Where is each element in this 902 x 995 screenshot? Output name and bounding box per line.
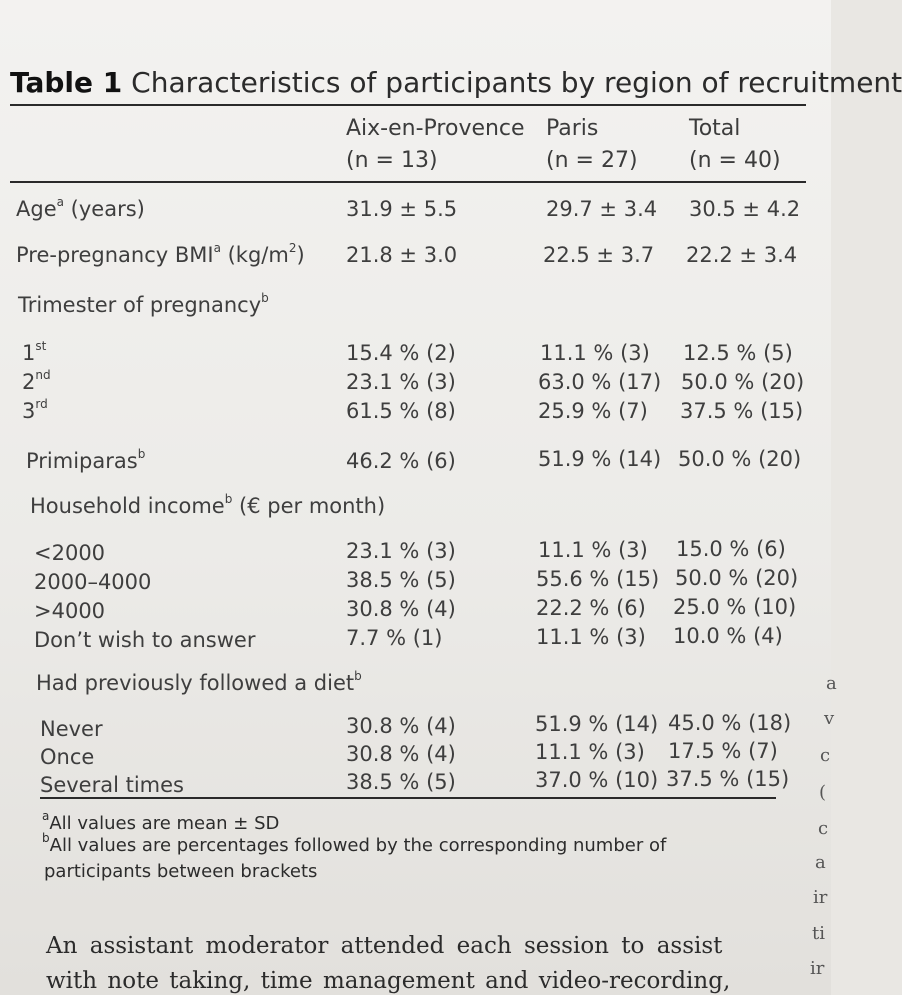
section-label-income: Household income$^b$ (€ per month)	[30, 492, 386, 518]
side-fragment: c	[818, 818, 829, 839]
footnote-b: $^b$All values are percentages followed by the corresponding number of	[42, 831, 667, 856]
table-cell: 29.7 ± 3.4	[546, 197, 658, 221]
side-fragment: a	[815, 852, 826, 873]
col-header-aix-n: (n = 13)	[346, 148, 438, 173]
table-cell: 50.0 % (20)	[681, 370, 805, 394]
row-label-income-2: 2000–4000	[34, 570, 152, 594]
table-cell: 11.1 % (3)	[536, 625, 646, 649]
table-cell: 22.2 ± 3.4	[686, 243, 798, 267]
section-label-diet: Had previously followed a diet$^b$	[36, 669, 362, 695]
table-cell: 23.1 % (3)	[346, 370, 456, 394]
row-label-trimester-2: 2nd	[22, 368, 51, 394]
row-label-income-4: Don’t wish to answer	[34, 628, 256, 652]
table-cell: 15.4 % (2)	[346, 341, 456, 365]
side-fragment: ti	[812, 923, 825, 944]
table-cell: 22.2 % (6)	[536, 596, 646, 620]
side-fragment: v	[824, 708, 835, 729]
side-fragment: ir	[810, 958, 825, 979]
table-cell: 31.9 ± 5.5	[346, 197, 458, 221]
table-cell: 30.8 % (4)	[346, 714, 456, 738]
table-cell: 38.5 % (5)	[346, 568, 456, 592]
table-cell: 15.0 % (6)	[676, 537, 786, 561]
col-header-aix: Aix-en-Provence	[346, 116, 525, 141]
col-header-total: Total	[689, 116, 741, 141]
table-cell: 46.2 % (6)	[346, 449, 456, 473]
row-label-primiparas: Primiparas$^b$	[26, 447, 146, 473]
row-label-trimester-1: 1st	[22, 339, 47, 365]
table-cell: 30.8 % (4)	[346, 742, 456, 766]
table-cell: 11.1 % (3)	[535, 740, 645, 764]
table-cell: 37.0 % (10)	[535, 768, 659, 792]
table-cell: 11.1 % (3)	[538, 538, 648, 562]
table-cell: 37.5 % (15)	[666, 767, 790, 791]
row-label-diet-3: Several times	[40, 773, 184, 797]
col-header-paris-n: (n = 27)	[546, 148, 638, 173]
table-cell: 50.0 % (20)	[678, 447, 802, 471]
row-label-income-3: >4000	[34, 599, 106, 623]
table-cell: 30.8 % (4)	[346, 597, 456, 621]
table-cell: 22.5 ± 3.7	[543, 243, 655, 267]
table-cell: 30.5 ± 4.2	[689, 197, 801, 221]
table-cell: 38.5 % (5)	[346, 770, 456, 794]
table-cell: 55.6 % (15)	[536, 567, 660, 591]
side-fragment: a	[826, 673, 837, 694]
table-cell: 17.5 % (7)	[668, 739, 778, 763]
table-cell: 37.5 % (15)	[680, 399, 804, 423]
table-cell: 10.0 % (4)	[673, 624, 783, 648]
row-label-income-1: <2000	[34, 541, 106, 565]
section-label-trimester: Trimester of pregnancy$^b$	[18, 291, 269, 317]
table-cell: 63.0 % (17)	[538, 370, 662, 394]
body-paragraph-line-1: An assistant moderator attended each session to assist	[46, 933, 723, 959]
side-fragment: ir	[813, 887, 828, 908]
table-cell: 45.0 % (18)	[668, 711, 792, 735]
footnote-b-cont: participants between brackets	[44, 861, 318, 882]
col-header-paris: Paris	[546, 116, 599, 141]
row-label-diet-1: Never	[40, 717, 103, 741]
table-cell: 7.7 % (1)	[346, 626, 443, 650]
col-header-total-n: (n = 40)	[689, 148, 781, 173]
row-label-age: Age$^a$ (years)	[16, 195, 145, 221]
row-label-bmi: Pre-pregnancy BMI$^a$ $(kg/m^2)$	[16, 241, 305, 267]
row-label-trimester-3: 3rd	[22, 397, 48, 423]
table-cell: 21.8 ± 3.0	[346, 243, 458, 267]
header-rule	[10, 181, 806, 183]
table-cell: 51.9 % (14)	[535, 712, 659, 736]
bottom-rule	[40, 797, 776, 799]
table-cell: 50.0 % (20)	[675, 566, 799, 590]
table-cell: 61.5 % (8)	[346, 399, 456, 423]
body-paragraph-line-2: with note taking, time management and video-recording,	[46, 968, 731, 994]
table-cell: 12.5 % (5)	[683, 341, 793, 365]
side-fragment: c	[820, 745, 831, 766]
row-label-diet-2: Once	[40, 745, 95, 769]
table-cell: 25.0 % (10)	[673, 595, 797, 619]
footnote-a: $^a$All values are mean ± SD	[42, 809, 280, 834]
side-fragment: (	[819, 782, 827, 803]
table-cell: 23.1 % (3)	[346, 539, 456, 563]
table-title: Table 1 Characteristics of participants by region of recruitment	[10, 66, 902, 99]
table-cell: 25.9 % (7)	[538, 399, 648, 423]
table-cell: 51.9 % (14)	[538, 447, 662, 471]
top-rule	[10, 104, 806, 106]
table-cell: 11.1 % (3)	[540, 341, 650, 365]
